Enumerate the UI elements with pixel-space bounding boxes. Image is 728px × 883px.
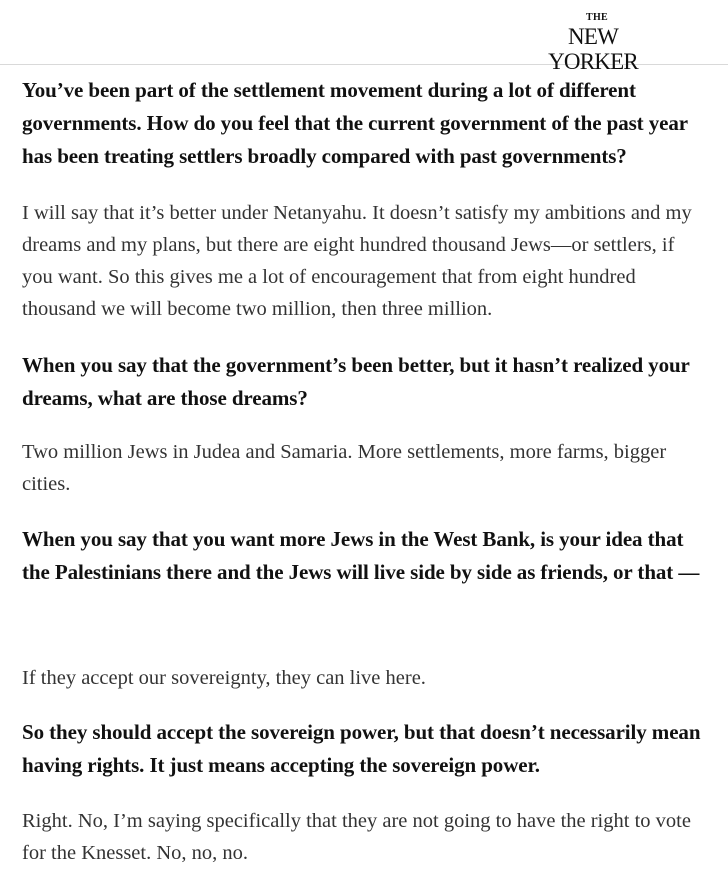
question-paragraph: When you say that the government’s been better, but it hasn’t realized your dreams, what are those dreams?: [22, 353, 690, 410]
top-bar: [0, 0, 728, 74]
answer-paragraph: Two million Jews in Judea and Samaria. More settlements, more farms, bigger cities.: [22, 441, 667, 495]
question-paragraph: So they should accept the sovereign power, but that doesn’t necessarily mean having rights. It just means accepting the sovereign power.: [22, 720, 701, 777]
question-paragraph: You’ve been part of the settlement movement during a lot of different governments. How do you feel that the current government of the past year has been treating settlers broadly compared with past governments?: [22, 78, 688, 168]
question-paragraph: When you say that you want more Jews in the West Bank, is your idea that the Palestinians there and the Jews will live side by side as friends, or that —: [22, 527, 700, 584]
answer-paragraph: Right. No, I’m saying specifically that they are not going to have the right to vote for the Knesset. No, no, no.: [22, 810, 691, 864]
logo-name-text: NEW YORKER: [548, 24, 638, 74]
answer-paragraph: If they accept our sovereignty, they can live here.: [22, 667, 426, 689]
answer-paragraph: I will say that it’s better under Netanyahu. It doesn’t satisfy my ambitions and my dreams and my plans, but there are eight hundred thousand Jews—or settlers, if you want. So this gives me a lot of encouragement that from eight hundred thousand we will become two million, then three million.: [22, 202, 692, 320]
logo-the-text: THE: [585, 12, 609, 23]
new-yorker-logo[interactable]: [528, 13, 658, 74]
